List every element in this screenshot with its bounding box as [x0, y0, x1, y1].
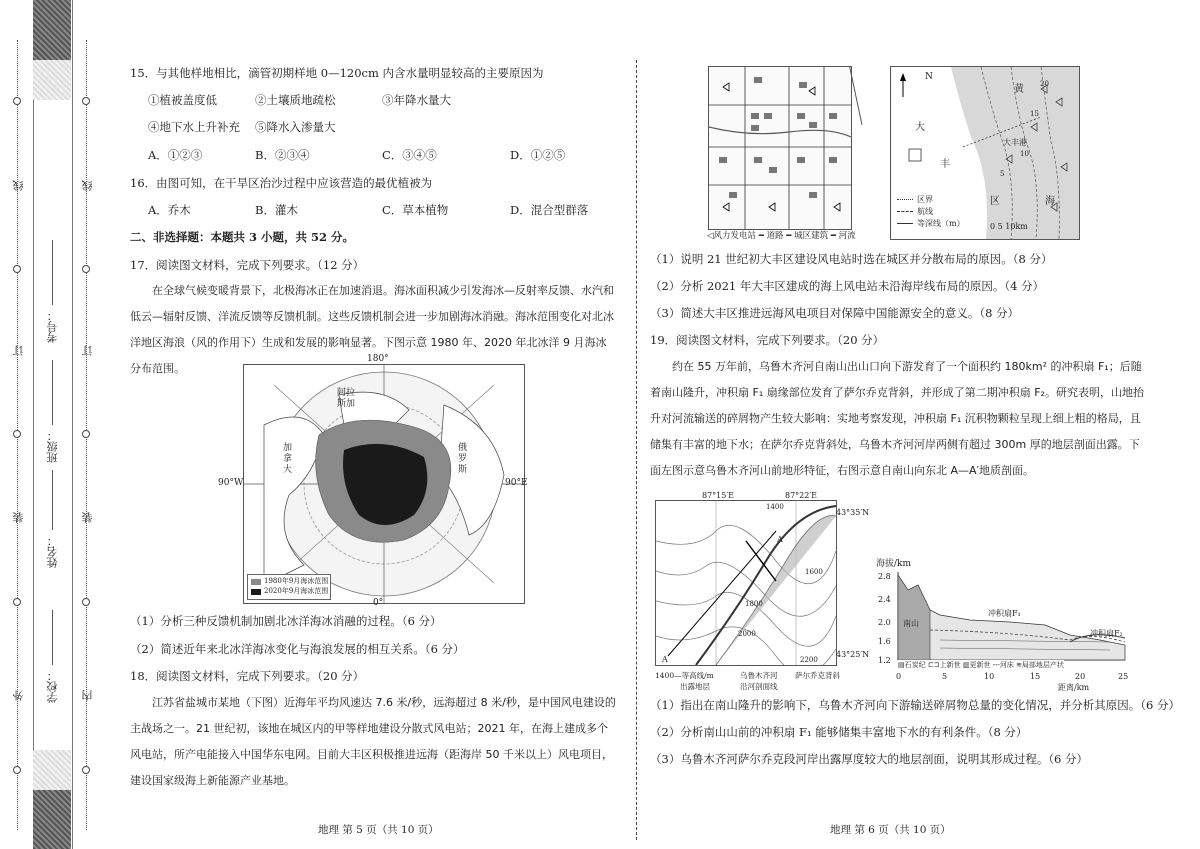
dafeng-port-label: 大丰港 [1003, 138, 1027, 147]
name-field[interactable] [52, 470, 53, 530]
urumqi-river-map [655, 500, 837, 666]
binding-hole [13, 598, 21, 606]
legend-2020-label: 2020年9月海冰范围 [264, 587, 329, 595]
binding-bottom-band [33, 750, 71, 790]
y-tick-1.6: 1.6 [878, 637, 891, 646]
point-a: A [662, 655, 668, 664]
binding-hole [13, 265, 21, 273]
binding-hole [82, 430, 90, 438]
q17-stem: 17．阅读图文材料，完成下列要求。（12 分） [130, 258, 365, 272]
coast-label-qu: 区 [990, 196, 1000, 207]
x-tick-25: 25 [1118, 672, 1129, 681]
depth-15: 15 [1030, 110, 1039, 118]
inner-mark-nei: 内 [81, 690, 94, 701]
q16-option-c[interactable]: C．草本植物 [382, 203, 449, 217]
scale-bar: 0 5 10km [990, 222, 1028, 231]
q18-sub1: （1）说明 21 世纪初大丰区建设风电站时选在城区并分散布局的原因。（8 分） [650, 252, 1053, 266]
q19-material: 约在 55 万年前，乌鲁木齐河自南山出山口向下游发育了一个面积约 180km² 的冲积扇 F₁；后随着南山隆升，冲积扇 F₁ 扇缘部位发育了萨尔乔克背斜，并形成了第二期冲积扇 F₂。研究表明，山地抬升对河流输送的碎屑物产生较大影响：实地考察发现，冲积扇 F₁ 沉积物颗粒呈现上细上粗的格局，且储集有丰富的地下水；在萨尔乔克背斜处，乌鲁木齐河河岸两侧有超过 300m 厚的地层剖面出露。下面左图示意乌鲁木齐河山前地形特征，右图示意自南山向东北 A—A′地质剖面。 [650, 360, 1144, 477]
map-legend-outcrop: 出露地层 [680, 682, 710, 691]
q15-option-d[interactable]: D．①②⑤ [510, 148, 566, 162]
map-0-label: 0° [373, 598, 384, 608]
binding-hole [13, 430, 21, 438]
legend-1980-label: 1980年9月海冰范围 [264, 577, 329, 585]
dafeng-city-map [708, 66, 852, 230]
page-footer-left: 地理 第 5 页（共 10 页） [318, 824, 439, 836]
coast-map-legend [895, 192, 977, 236]
map-90w-label: 90°W [218, 478, 244, 488]
inner-mark-ding: 订 [81, 345, 94, 356]
section-2-heading: 二、非选择题：本题共 3 小题，共 52 分。 [130, 230, 355, 244]
q18-material: 江苏省盐城市某地（下图）近海年平均风速达 7.6 米/秒，远海超过 8 米/秒，是中国风电建设的主战场之一。21 世纪初，该地在城区内的甲等样地建设分散式风电站；2021 年，在海上建成多个风电站，所产电能接入中国华东电网。目前大丰区积极推进远海（距海岸 50 千米以上）风电项目，建设国家级海上新能源产业基地。 [130, 696, 616, 787]
contour-1800: 1800 [745, 600, 763, 608]
profile-f1: 冲积扇F₁ [988, 609, 1021, 618]
depth-10: 10 [1020, 150, 1029, 158]
q15-option-a[interactable]: A．①②③ [148, 148, 203, 162]
contour-2000: 2000 [738, 630, 756, 638]
exam-number-label: 考号： [46, 310, 59, 343]
q18-stem: 18．阅读图文材料，完成下列要求。（20 分） [130, 669, 365, 683]
lat-label-2: 43°25′N [836, 650, 870, 659]
legend-isobath: 等深线（m） [917, 219, 965, 228]
q15-stem: 15．与其他样地相比，滴管初期样地 0—120cm 内含水量明显较高的主要原因为 [130, 66, 544, 80]
class-field[interactable] [52, 360, 53, 425]
point-a-prime: A′ [777, 535, 785, 544]
binding-hole [82, 766, 90, 774]
depth-20: 20 [1040, 80, 1049, 88]
profile-f2: 冲积扇F₂ [1090, 629, 1123, 638]
map-alaska-label: 阿拉斯加 [337, 388, 356, 409]
coast-label-da: 大 [915, 122, 925, 133]
depth-5: 5 [1000, 170, 1005, 178]
q15-option-c[interactable]: C．③④⑤ [382, 148, 437, 162]
q16-stem: 16．由图可知，在干旱区治沙过程中应该营造的最优植被为 [130, 176, 433, 190]
q18-sub3: （3）简述大丰区推进远海风电项目对保障中国能源安全的意义。（8 分） [650, 306, 1020, 320]
q19-sub2: （2）分析南山山前的冲积扇 F₁ 能够储集丰富地下水的有利条件。（8 分） [650, 725, 1028, 739]
lon-label-1: 87°15′E [702, 491, 735, 500]
q19-sub1: （1）指出在南山隆升的影响下，乌鲁木齐河向下游输送碎屑物总量的变化情况，并分析其原因。（6 分） [650, 698, 1181, 712]
q16-option-b[interactable]: B．灌木 [255, 203, 298, 217]
y-tick-2.0: 2.0 [878, 618, 891, 627]
y-tick-1.2: 1.2 [878, 656, 891, 665]
x-tick-20: 20 [1075, 672, 1086, 681]
legend-swatch-1980 [251, 579, 261, 585]
map-90e-label: 90°E [505, 478, 528, 488]
q15-item: ③年降水量大 [382, 93, 451, 107]
profile-legend: ▤石炭纪 ⊏⊐上新世 ▥更新世 ---河床 ≋局部地层产状 [898, 661, 1064, 669]
exam-number-field[interactable] [52, 240, 53, 305]
q19-stem: 19．阅读图文材料，完成下列要求。（20 分） [650, 333, 885, 347]
outer-mark-zhuang: 装 [12, 512, 25, 523]
binding-strip [33, 0, 73, 849]
map-legend [247, 574, 331, 600]
q17-sub1: （1）分析三种反馈机制加剧北冰洋海冰消融的过程。（6 分） [130, 614, 442, 628]
outer-mark-wai: 外 [12, 690, 25, 701]
profile-ylabel: 海拔/km [876, 559, 912, 569]
inner-mark-zhuang: 装 [81, 512, 94, 523]
binding-hole [13, 766, 21, 774]
q15-item: ②土壤质地疏松 [255, 93, 336, 107]
binding-hole [13, 97, 21, 105]
x-tick-10: 10 [984, 672, 995, 681]
coast-label-huang: 黄 [1014, 84, 1024, 95]
map-canada-label: 加拿大 [283, 443, 293, 475]
map-180-label: 180° [367, 354, 389, 364]
binding-hole [82, 97, 90, 105]
x-tick-0: 0 [896, 672, 902, 681]
q18-sub2: （2）分析 2021 年大丰区建成的海上风电站未沿海岸线布局的原因。（4 分） [650, 279, 1045, 293]
q17-material: 在全球气候变暖背景下，北极海冰正在加速消退。海冰面积减少引发海冰—反射率反馈、水汽和低云—辐射反馈、洋流反馈等反馈机制。这些反馈机制会进一步加剧海冰消融。海冰范围变化对北冰洋地区海浪（风的作用下）生成和发展的影响显著。下图示意 1980 年、2020 年北冰洋 9 月海冰分布范围。 [130, 284, 614, 375]
binding-hole [82, 265, 90, 273]
legend-boundary: 区界 [917, 195, 933, 204]
page-footer-right: 地理 第 6 页（共 10 页） [830, 824, 951, 836]
coast-label-hai: 海 [1045, 196, 1055, 207]
city-map-legend: ◁风力发电站 ━ 道路 ━ 城区建筑 ━ 河流 [707, 231, 856, 241]
q15-item: ⑤降水入渗量大 [255, 120, 336, 134]
q15-item: ④地下水上升补充 [148, 120, 240, 134]
map-legend-contour: 1400—等高线/m [655, 671, 714, 680]
legend-swatch-2020 [251, 589, 261, 595]
name-label: 姓名： [46, 535, 59, 568]
profile-xlabel: 距离/km [1058, 683, 1090, 692]
contour-2200: 2200 [800, 656, 818, 664]
outer-mark-xian: 线 [12, 180, 25, 191]
q19-sub3: （3）乌鲁木齐河萨尔乔克段河岸出露厚度较大的地层剖面，说明其形成过程。（6 分） [650, 752, 1089, 766]
q16-option-a[interactable]: A．乔木 [148, 203, 191, 217]
binding-top-hatch [33, 0, 71, 60]
coast-label-feng: 丰 [940, 159, 950, 170]
q17-sub2: （2）简述近年来北冰洋海冰变化与海浪发展的相互关系。（6 分） [130, 642, 465, 656]
lat-label-1: 43°35′N [836, 508, 870, 517]
map-russia-label: 俄罗斯 [458, 443, 468, 475]
contour-1400: 1400 [766, 503, 784, 511]
map-legend-anticline: 萨尔乔克背斜 [795, 671, 840, 680]
q15-option-b[interactable]: B．②③④ [255, 148, 310, 162]
class-label: 班级： [46, 430, 59, 463]
binding-hole [82, 598, 90, 606]
arctic-sea-ice-map [243, 364, 525, 604]
profile-nanshan: 南山 [903, 619, 919, 628]
y-tick-2.4: 2.4 [878, 595, 891, 604]
outer-mark-ding: 订 [12, 345, 25, 356]
map-legend-section: 沿河剖面线 [740, 682, 778, 691]
q15-item: ①植被盖度低 [148, 93, 217, 107]
q16-option-d[interactable]: D．混合型群落 [510, 203, 589, 217]
x-tick-5: 5 [942, 672, 948, 681]
north-label: N [925, 72, 933, 82]
y-tick-2.8: 2.8 [878, 572, 891, 581]
page-divider [636, 60, 637, 840]
x-tick-15: 15 [1030, 672, 1041, 681]
inner-mark-xian: 线 [81, 180, 94, 191]
contour-1600: 1600 [805, 568, 823, 576]
legend-route: 航线 [917, 207, 933, 216]
binding-bottom-hatch [33, 790, 71, 849]
binding-top-band [33, 60, 71, 100]
school-label: 学校： [46, 670, 59, 703]
map-legend-river: 乌鲁木齐河 [740, 671, 778, 680]
school-field[interactable] [52, 610, 53, 665]
lon-label-2: 87°22′E [785, 491, 818, 500]
